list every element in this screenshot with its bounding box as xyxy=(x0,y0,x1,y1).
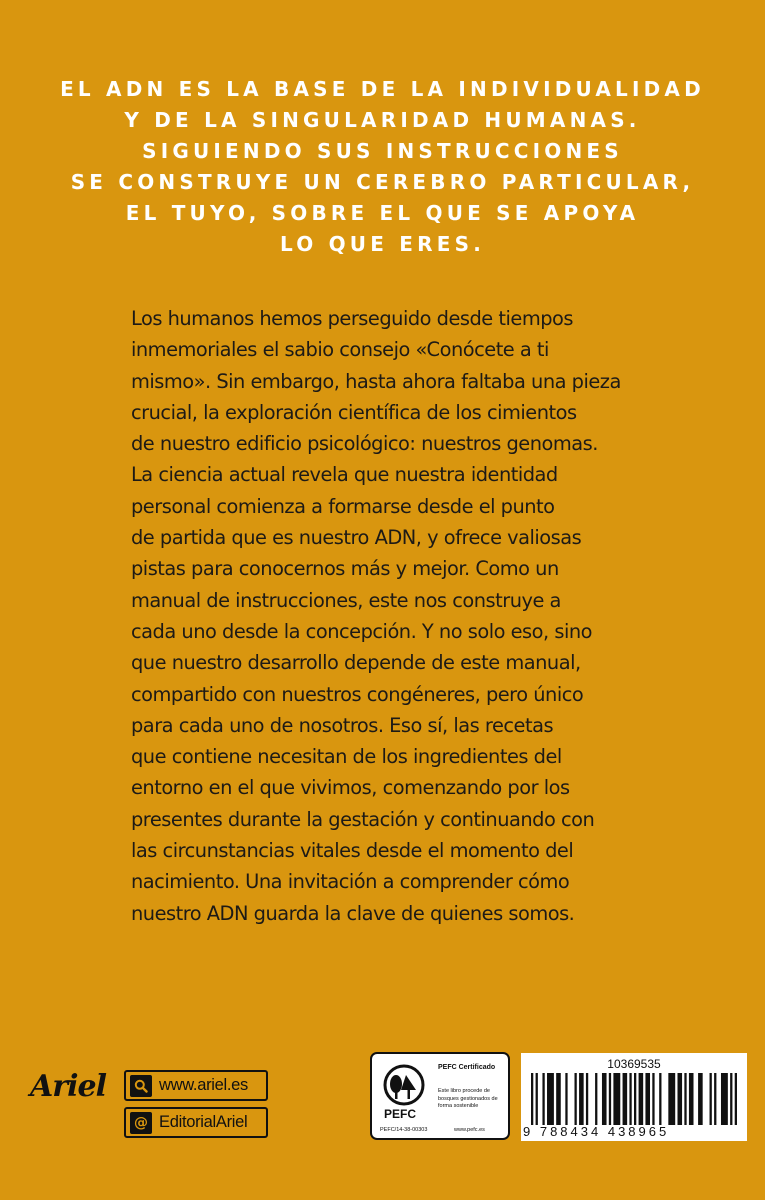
barcode-bar xyxy=(721,1073,728,1125)
social-handle-link[interactable] xyxy=(124,1107,268,1138)
barcode-bar xyxy=(639,1073,644,1125)
synopsis-line: entorno en el que vivimos, comenzando por los xyxy=(131,776,570,800)
search-icon xyxy=(130,1075,152,1097)
barcode-bar xyxy=(609,1073,611,1125)
barcode-bar xyxy=(714,1073,716,1125)
isbn-barcode xyxy=(521,1053,747,1141)
synopsis-line: personal comienza a formarse desde el punto xyxy=(131,494,555,518)
synopsis-line: que contiene necesitan de los ingredientes del xyxy=(131,745,562,769)
headline-line: Y DE LA SINGULARIDAD HUMANAS. xyxy=(124,108,641,132)
synopsis-line: nacimiento. Una invitación a comprender cómo xyxy=(131,870,570,894)
barcode-bar xyxy=(629,1073,631,1125)
synopsis-line: para cada uno de nosotros. Eso sí, las recetas xyxy=(131,713,554,737)
synopsis-line: La ciencia actual revela que nuestra identidad xyxy=(131,463,558,487)
headline-line: SE CONSTRUYE UN CEREBRO PARTICULAR, xyxy=(70,170,695,194)
synopsis-line: que nuestro desarrollo depende de este manual, xyxy=(131,651,581,675)
barcode-bar xyxy=(684,1073,686,1125)
barcode-bar xyxy=(659,1073,661,1125)
barcode-bar xyxy=(556,1073,561,1125)
barcode-bar xyxy=(730,1073,732,1125)
barcode-bar xyxy=(677,1073,682,1125)
synopsis-line: cada uno desde la concepción. Y no solo eso, sino xyxy=(131,619,592,643)
headline-line: LO QUE ERES. xyxy=(280,232,485,256)
barcode-bar xyxy=(542,1073,544,1125)
pefc-title: PEFC Certificado xyxy=(438,1064,496,1071)
synopsis xyxy=(131,303,691,929)
website-label: www.ariel.es xyxy=(159,1076,249,1094)
synopsis-line: Los humanos hemos perseguido desde tiempos xyxy=(131,307,573,330)
synopsis-line: inmemoriales el sabio consejo «Conócete a ti xyxy=(131,338,549,362)
synopsis-line: las circunstancias vitales desde el momento del xyxy=(131,839,574,863)
synopsis-line: de partida que es nuestro ADN, y ofrece valiosas xyxy=(131,526,582,550)
barcode-bar xyxy=(645,1073,650,1125)
headline-line: EL TUYO, SOBRE EL QUE SE APOYA xyxy=(125,201,640,225)
barcode-bar xyxy=(574,1073,576,1125)
headline-line: SIGUIENDO SUS INSTRUCCIONES xyxy=(142,139,623,163)
social-handle-label: EditorialAriel xyxy=(159,1113,248,1131)
synopsis-line: de nuestro edificio psicológico: nuestros genomas. xyxy=(131,432,598,456)
barcode-bar xyxy=(698,1073,703,1125)
pefc-tree-icon xyxy=(382,1064,426,1106)
synopsis-line: mismo». Sin embargo, hasta ahora faltaba una pieza xyxy=(131,369,621,393)
barcode-bar xyxy=(579,1073,584,1125)
barcode-bar xyxy=(602,1073,607,1125)
barcode-bar xyxy=(595,1073,597,1125)
website-link[interactable] xyxy=(124,1070,268,1101)
synopsis-line: manual de instrucciones, este nos construye a xyxy=(131,588,561,612)
barcode-bar xyxy=(536,1073,538,1125)
ariel-logo: Ariel xyxy=(30,1069,106,1104)
pefc-code: PEFC/14-38-00303 xyxy=(380,1127,428,1133)
barcode-bar xyxy=(613,1073,620,1125)
barcode-bar xyxy=(634,1073,636,1125)
synopsis-line: presentes durante la gestación y continuando con xyxy=(131,807,595,831)
synopsis-line: nuestro ADN guarda la clave de quienes somos. xyxy=(131,901,575,925)
barcode-bar xyxy=(668,1073,675,1125)
barcode-bars xyxy=(531,1073,737,1125)
pefc-url: www.pefc.es xyxy=(454,1127,485,1133)
synopsis-line: pistas para conocernos más y mejor. Como un xyxy=(131,557,559,581)
barcode-bar xyxy=(735,1073,737,1125)
headline xyxy=(0,74,765,260)
barcode-reference: 10369535 xyxy=(607,1057,661,1071)
synopsis-line: compartido con nuestros congéneres, pero único xyxy=(131,682,584,706)
synopsis-line: crucial, la exploración científica de los cimientos xyxy=(131,400,577,424)
barcode-bar xyxy=(652,1073,654,1125)
at-sign-icon: @ xyxy=(130,1112,152,1134)
pefc-description: Este libro procede de bosques gestionados de forma sostenible xyxy=(438,1088,498,1109)
barcode-bar xyxy=(565,1073,567,1125)
barcode-bar xyxy=(710,1073,712,1125)
barcode-bar xyxy=(531,1073,533,1125)
barcode-bar xyxy=(689,1073,694,1125)
pefc-wordmark: PEFC xyxy=(384,1107,417,1121)
headline-line: EL ADN ES LA BASE DE LA INDIVIDUALIDAD xyxy=(60,77,705,101)
barcode-bar xyxy=(547,1073,554,1125)
pefc-certification-badge xyxy=(370,1052,510,1140)
barcode-bar xyxy=(586,1073,588,1125)
barcode-digits: 9 788434 438965 xyxy=(523,1124,670,1139)
barcode-bar xyxy=(623,1073,628,1125)
